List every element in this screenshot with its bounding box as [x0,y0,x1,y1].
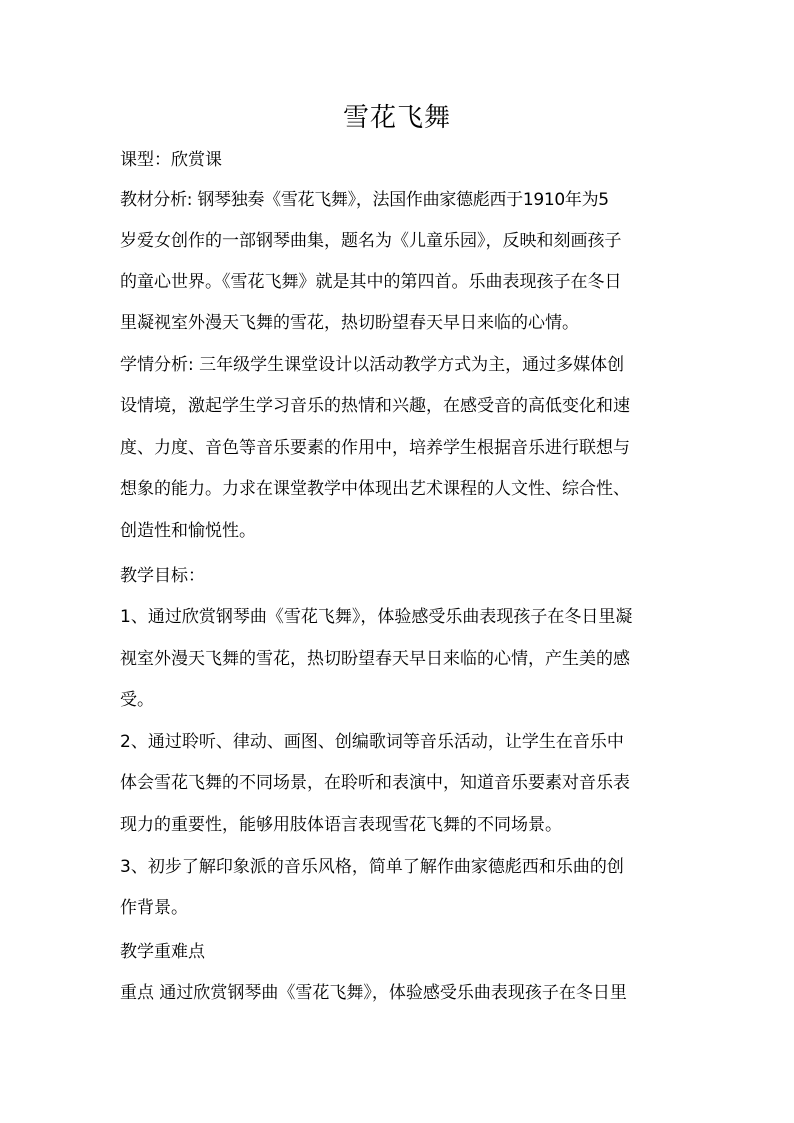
text-line-goal-1-c: 受。 [120,690,154,710]
text-line-key-point: 重点 通过欣赏钢琴曲《雪花飞舞》，体验感受乐曲表现孩子在冬日里 [120,983,627,1003]
text-line-material-analysis-1: 教材分析: 钢琴独奏《雪花飞舞》，法国作曲家德彪西于1910年为5 [120,190,609,210]
section-heading-teaching-goals: 教学目标： [120,566,205,586]
text-line-goal-1-a: 1、通过欣赏钢琴曲《雪花飞舞》，体验感受乐曲表现孩子在冬日里凝 [120,607,633,627]
text-line-lesson-type: 课型：欣赏课 [120,150,222,170]
text-line-material-analysis-4: 里凝视室外漫天飞舞的雪花，热切盼望春天早日来临的心情。 [120,313,579,333]
text-line-goal-1-b: 视室外漫天飞舞的雪花，热切盼望春天早日来临的心情，产生美的感 [120,649,630,669]
text-line-goal-3-a: 3、初步了解印象派的音乐风格，简单了解作曲家德彪西和乐曲的创 [120,857,624,877]
text-line-student-analysis-2: 设情境，激起学生学习音乐的热情和兴趣，在感受音的高低变化和速 [120,396,630,416]
text-line-student-analysis-5: 创造性和愉悦性。 [120,521,256,541]
text-line-goal-2-b: 体会雪花飞舞的不同场景，在聆听和表演中，知道音乐要素对音乐表 [120,773,630,793]
section-heading-key-points: 教学重难点 [120,942,205,962]
text-line-goal-2-a: 2、通过聆听、律动、画图、创编歌词等音乐活动，让学生在音乐中 [120,732,624,752]
text-line-goal-3-b: 作背景。 [120,898,188,918]
document-title: 雪花飞舞 [342,103,451,133]
text-line-material-analysis-2: 岁爱女创作的一部钢琴曲集，题名为《儿童乐园》，反映和刻画孩子 [120,231,622,251]
text-line-student-analysis-1: 学情分析: 三年级学生课堂设计以活动教学方式为主，通过多媒体创 [120,355,625,375]
text-line-material-analysis-3: 的童心世界。《雪花飞舞》就是其中的第四首。乐曲表现孩子在冬日 [120,272,622,292]
text-line-student-analysis-3: 度、力度、音色等音乐要素的作用中，培养学生根据音乐进行联想与 [120,438,630,458]
text-line-goal-2-c: 现力的重要性，能够用肢体语言表现雪花飞舞的不同场景。 [120,815,562,835]
text-line-student-analysis-4: 想象的能力。力求在课堂教学中体现出艺术课程的人文性、综合性、 [120,479,630,499]
